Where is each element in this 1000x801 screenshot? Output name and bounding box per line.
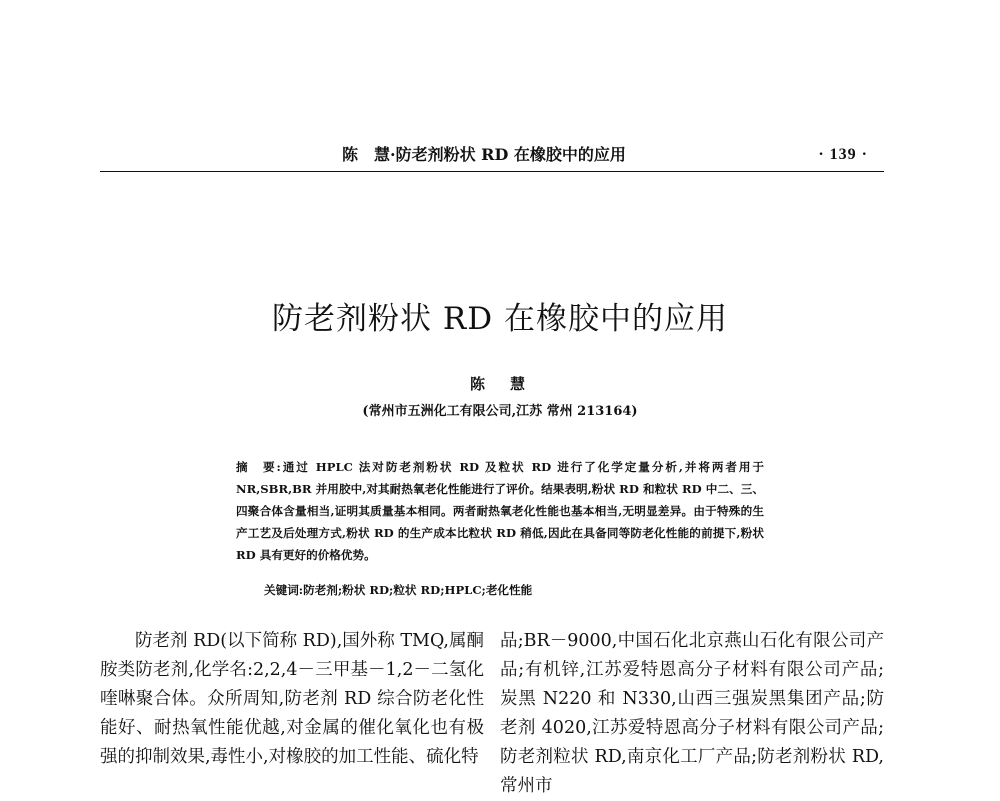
body-left-column (100, 627, 484, 767)
body-paragraph-continued: 品;BR－9000,中国石化北京燕山石化有限公司产品;有机锌,江苏爱特恩高分子材料有限公司产品;炭黑 N220 和 N330,山西三强炭黑集团产品;防老剂 4020,江苏爱特恩高分子材料有限公司产品;防老剂粒状 RD,南京化工厂产品;防老剂粉状 RD,常州市 (500, 631, 884, 796)
header-rule (100, 171, 884, 172)
running-title: 陈 慧·防老剂粉状 RD 在橡胶中的应用 (342, 145, 626, 164)
author-affiliation: (常州市五洲化工有限公司,江苏 常州 213164) (362, 404, 638, 419)
page-number: · 139 · (818, 146, 868, 163)
keywords-label: 关键词: (264, 583, 304, 597)
abstract-label: 摘 要: (236, 460, 281, 474)
running-header (100, 143, 884, 167)
abstract (236, 456, 764, 566)
keywords-text: 防老剂;粉状 RD;粒状 RD;HPLC;老化性能 (303, 583, 533, 597)
author-name: 陈 慧 (469, 375, 530, 393)
keywords (264, 579, 764, 601)
body-paragraph: 防老剂 RD(以下简称 RD),国外称 TMQ,属酮胺类防老剂,化学名:2,2,4－三甲基－1,2－二氢化喹啉聚合体。众所周知,防老剂 RD 综合防老化性能好、耐热氧性能优越,对金属的催化氧化也有极强的抑制效果,毒性小,对橡胶的加工性能、硫化特 (100, 631, 484, 767)
body-right-column (500, 627, 884, 796)
abstract-text: 通过 HPLC 法对防老剂粉状 RD 及粒状 RD 进行了化学定量分析,并将两者用于 NR,SBR,BR 并用胶中,对其耐热氧老化性能进行了评价。结果表明,粉状 RD 和粒状 RD 中二、三、四聚合体含量相当,证明其质量基本相同。两者耐热氧老化性能也基本相当,无明显差异。由于特殊的生产工艺及后处理方式,粉状 RD 的生产成本比粒状 RD 稍低,因此在具备同等防老化性能的前提下,粉状 RD 具有更好的价格优势。 (236, 460, 765, 562)
article-title: 防老剂粉状 RD 在橡胶中的应用 (272, 300, 728, 337)
